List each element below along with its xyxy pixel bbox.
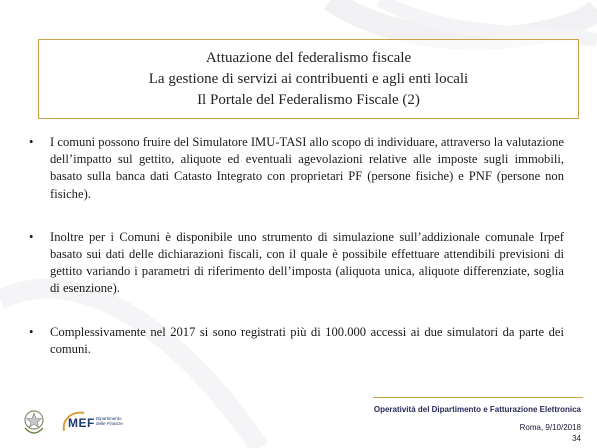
title-line-2: La gestione di servizi ai contribuenti e agli enti locali bbox=[148, 70, 469, 87]
mef-logo-text: MEF bbox=[68, 416, 95, 430]
bullet-dot: • bbox=[29, 135, 34, 149]
footer-department: Operatività del Dipartimento e Fatturazione Elettronica bbox=[373, 405, 581, 414]
bullet-item bbox=[28, 229, 564, 298]
mef-logo-subtitle: Dipartimento delle Finanze bbox=[96, 416, 123, 426]
bullet-text: Inoltre per i Comuni è disponibile uno strumento di simulazione sull’addizionale comunale Irpef basato sui dati delle dichiarazioni fiscali, con il quale è possibile effettuare attendibili previsioni di gettito variando i parametri di riferimento dell’imposta (aliquota unica, aliquote differenziate, soglia di esenzione). bbox=[50, 229, 564, 296]
bullet-item bbox=[28, 324, 564, 358]
bullet-item bbox=[28, 134, 564, 203]
slide-content bbox=[28, 134, 564, 384]
bullet-text: Complessivamente nel 2017 si sono registrati più di 100.000 accessi ai due simulatori da parte dei comuni. bbox=[50, 324, 564, 356]
slide-title-box bbox=[38, 39, 579, 119]
title-line-3: Il Portale del Federalismo Fiscale (2) bbox=[197, 91, 420, 108]
footer-place-date: Roma, 9/10/2018 bbox=[519, 423, 581, 432]
title-line-1: Attuazione del federalismo fiscale bbox=[205, 49, 412, 66]
footer-divider bbox=[373, 397, 583, 398]
bullet-dot: • bbox=[29, 324, 34, 339]
footer-page-number: 34 bbox=[572, 434, 581, 443]
italian-republic-emblem-icon bbox=[22, 406, 46, 438]
bullet-dot: • bbox=[29, 229, 34, 244]
bullet-text: I comuni possono fruire del Simulatore IMU-TASI allo scopo di individuare, attraverso la valutazione dell’impatto sul gettito, aliquote ed eventuali agevolazioni relative alle imposte sugli immobili, basato sulla banca dati Catasto Integrato con proprietari PF (persone fisiche) e PNF (persone non fisiche). bbox=[50, 135, 564, 201]
